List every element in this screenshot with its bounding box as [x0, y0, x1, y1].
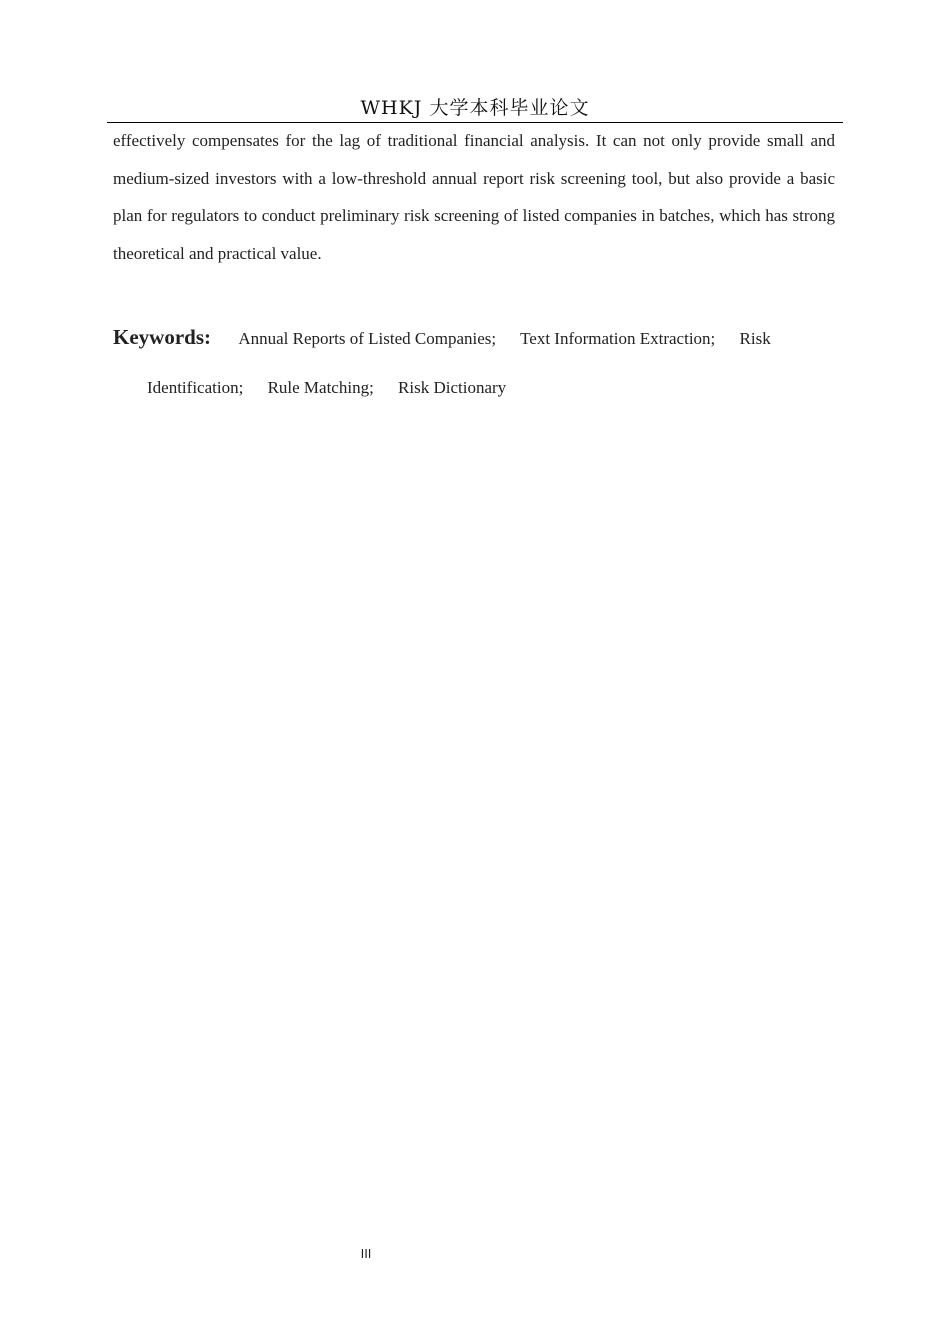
- abstract-paragraph: effectively compensates for the lag of traditional financial analysis. It can not only provide small and medium-sized investors with a low-threshold annual report risk screening tool, but also provide a basic plan for regulators to conduct preliminary risk screening of listed companies in batches, which has strong theoretical and practical value.: [113, 131, 835, 263]
- keyword-item: Risk Dictionary: [398, 378, 507, 397]
- page-header-title: WHKJ 大学本科毕业论文: [360, 97, 590, 119]
- keyword-item: Risk Identification;: [147, 329, 771, 397]
- page-header: [107, 94, 843, 123]
- keyword-item: Rule Matching;: [267, 378, 374, 397]
- keywords-section: [113, 313, 869, 412]
- keyword-item: Annual Reports of Listed Companies;: [238, 329, 497, 348]
- keyword-item: Text Information Extraction;: [520, 329, 716, 348]
- keywords-label: Keywords:: [113, 325, 211, 349]
- page-number: III: [360, 1246, 372, 1261]
